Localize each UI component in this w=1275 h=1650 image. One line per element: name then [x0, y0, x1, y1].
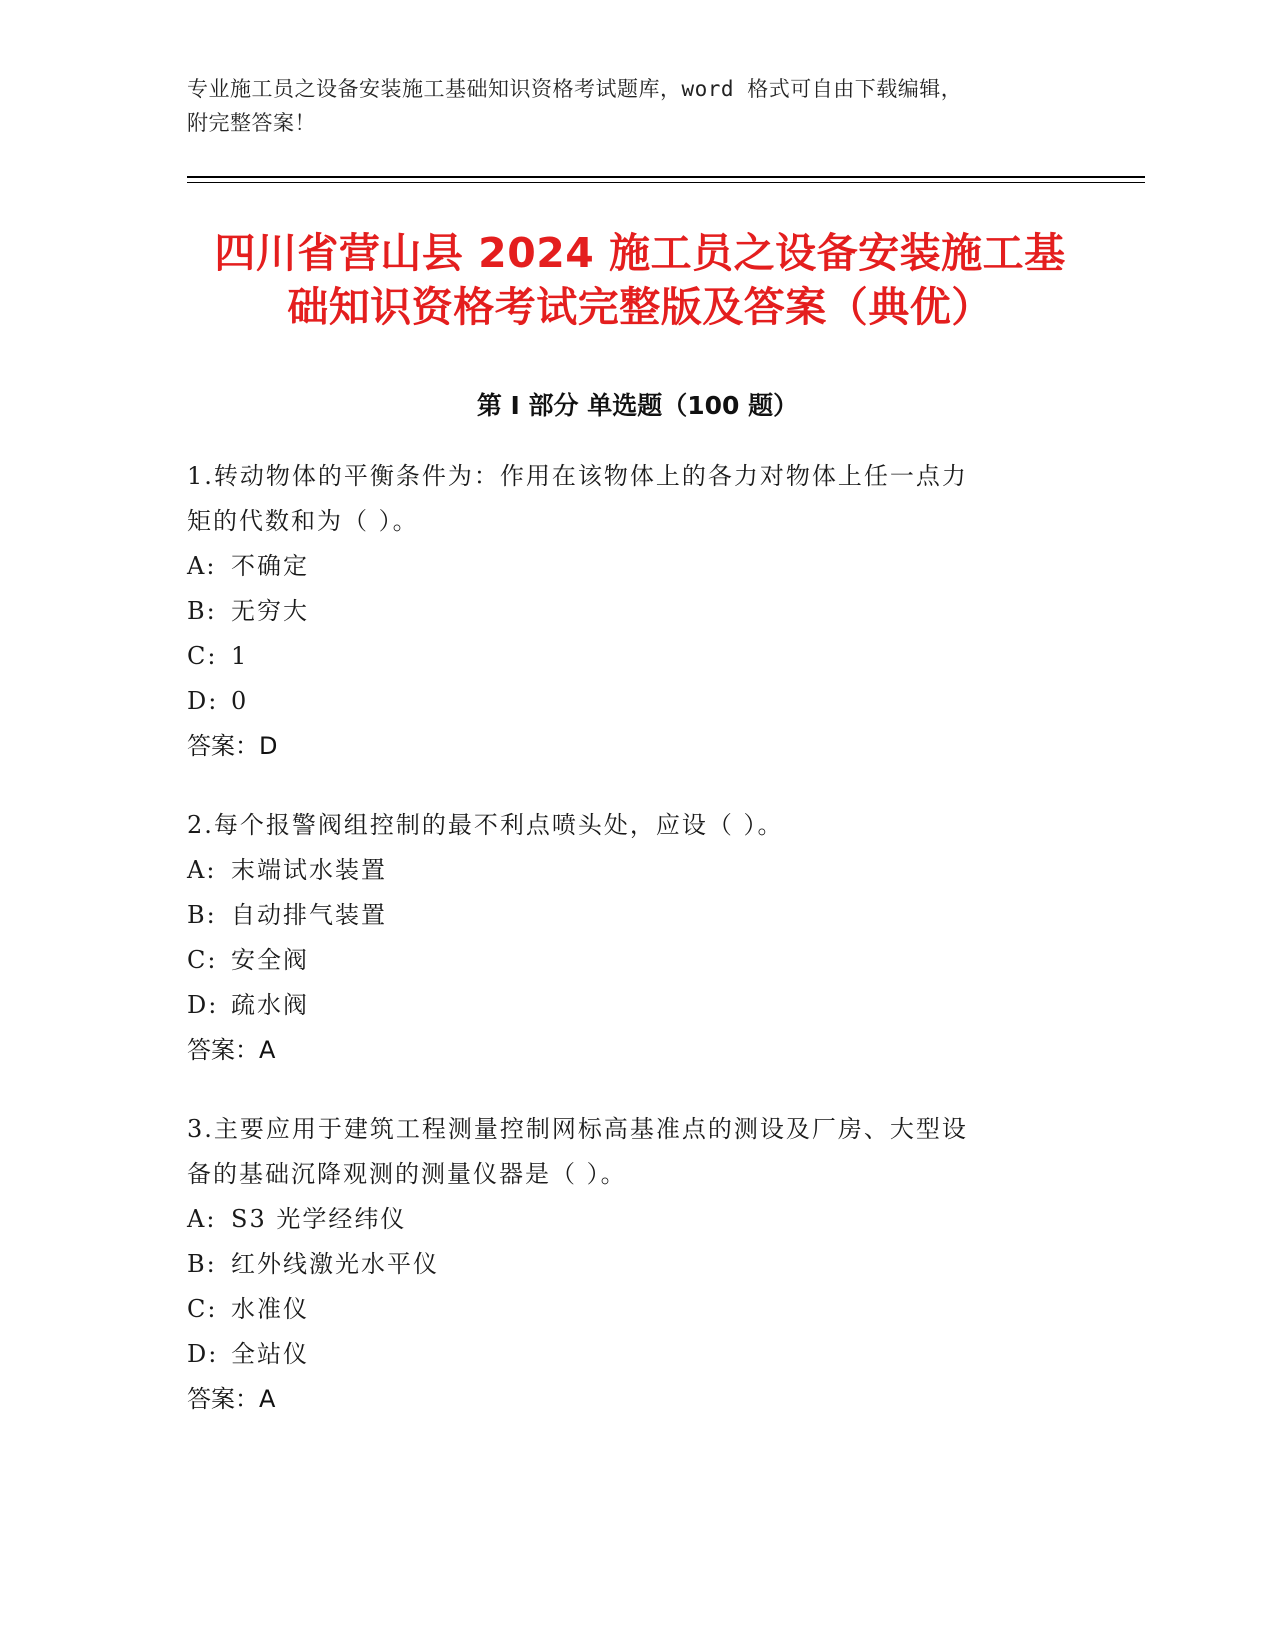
question-3: [187, 1107, 1087, 1422]
answer: 答案：A: [187, 1385, 276, 1413]
option-text: 无穷大: [231, 597, 309, 625]
option-b: [187, 893, 1087, 938]
option-key: A:: [187, 1205, 217, 1233]
option-key: D:: [187, 991, 219, 1019]
header-note-line-1: 专业施工员之设备安装施工基础知识资格考试题库，word 格式可自由下载编辑，: [187, 77, 963, 101]
question-stem-line-1: 3.主要应用于建筑工程测量控制网标高基准点的测设及厂房、大型设: [187, 1115, 968, 1143]
option-text: 疏水阀: [231, 991, 309, 1019]
answer: 答案：D: [187, 732, 278, 760]
option-key: B:: [187, 901, 217, 929]
option-text: 1: [231, 642, 249, 670]
option-b: [187, 589, 1087, 634]
question-2: [187, 803, 1087, 1073]
option-key: C:: [187, 642, 218, 670]
option-d: [187, 983, 1087, 1028]
document-title-line-2: 础知识资格考试完整版及答案（典优）: [287, 283, 993, 331]
option-text: 红外线激光水平仪: [231, 1250, 439, 1278]
option-d: [187, 679, 1087, 724]
option-key: D:: [187, 687, 219, 715]
option-key: D:: [187, 1340, 219, 1368]
option-text: 末端试水装置: [231, 856, 387, 884]
option-text: 自动排气装置: [231, 901, 387, 929]
option-key: B:: [187, 597, 217, 625]
question-stem-line-2: 备的基础沉降观测的测量仪器是（ ）。: [187, 1160, 627, 1188]
option-key: C:: [187, 1295, 218, 1323]
option-c: [187, 634, 1087, 679]
question-1: [187, 454, 1087, 769]
option-key: C:: [187, 946, 218, 974]
answer: 答案：A: [187, 1036, 276, 1064]
option-text: 不确定: [231, 552, 309, 580]
option-d: [187, 1332, 1087, 1377]
question-stem-line-1: 2.每个报警阀组控制的最不利点喷头处，应设（ ）。: [187, 811, 784, 839]
header-divider-thick: [187, 176, 1145, 178]
header-note-line-2: 附完整答案！: [187, 111, 316, 135]
option-text: 安全阀: [231, 946, 309, 974]
option-key: A:: [187, 552, 217, 580]
option-b: [187, 1242, 1087, 1287]
option-a: [187, 848, 1087, 893]
option-c: [187, 938, 1087, 983]
question-stem-line-1: 1.转动物体的平衡条件为：作用在该物体上的各力对物体上任一点力: [187, 462, 968, 490]
document-title: [180, 226, 1100, 334]
header-divider-thin: [187, 182, 1145, 183]
option-key: A:: [187, 856, 217, 884]
header-note: [187, 72, 1087, 140]
option-text: S3 光学经纬仪: [231, 1205, 407, 1233]
option-text: 0: [231, 687, 249, 715]
option-a: [187, 544, 1087, 589]
question-stem-line-2: 矩的代数和为（ ）。: [187, 507, 419, 535]
option-c: [187, 1287, 1087, 1332]
option-text: 水准仪: [231, 1295, 309, 1323]
option-key: B:: [187, 1250, 217, 1278]
option-a: [187, 1197, 1087, 1242]
section-title: 第 I 部分 单选题（100 题）: [476, 391, 799, 420]
document-title-line-1: 四川省营山县 2024 施工员之设备安装施工基: [214, 229, 1066, 277]
option-text: 全站仪: [231, 1340, 309, 1368]
